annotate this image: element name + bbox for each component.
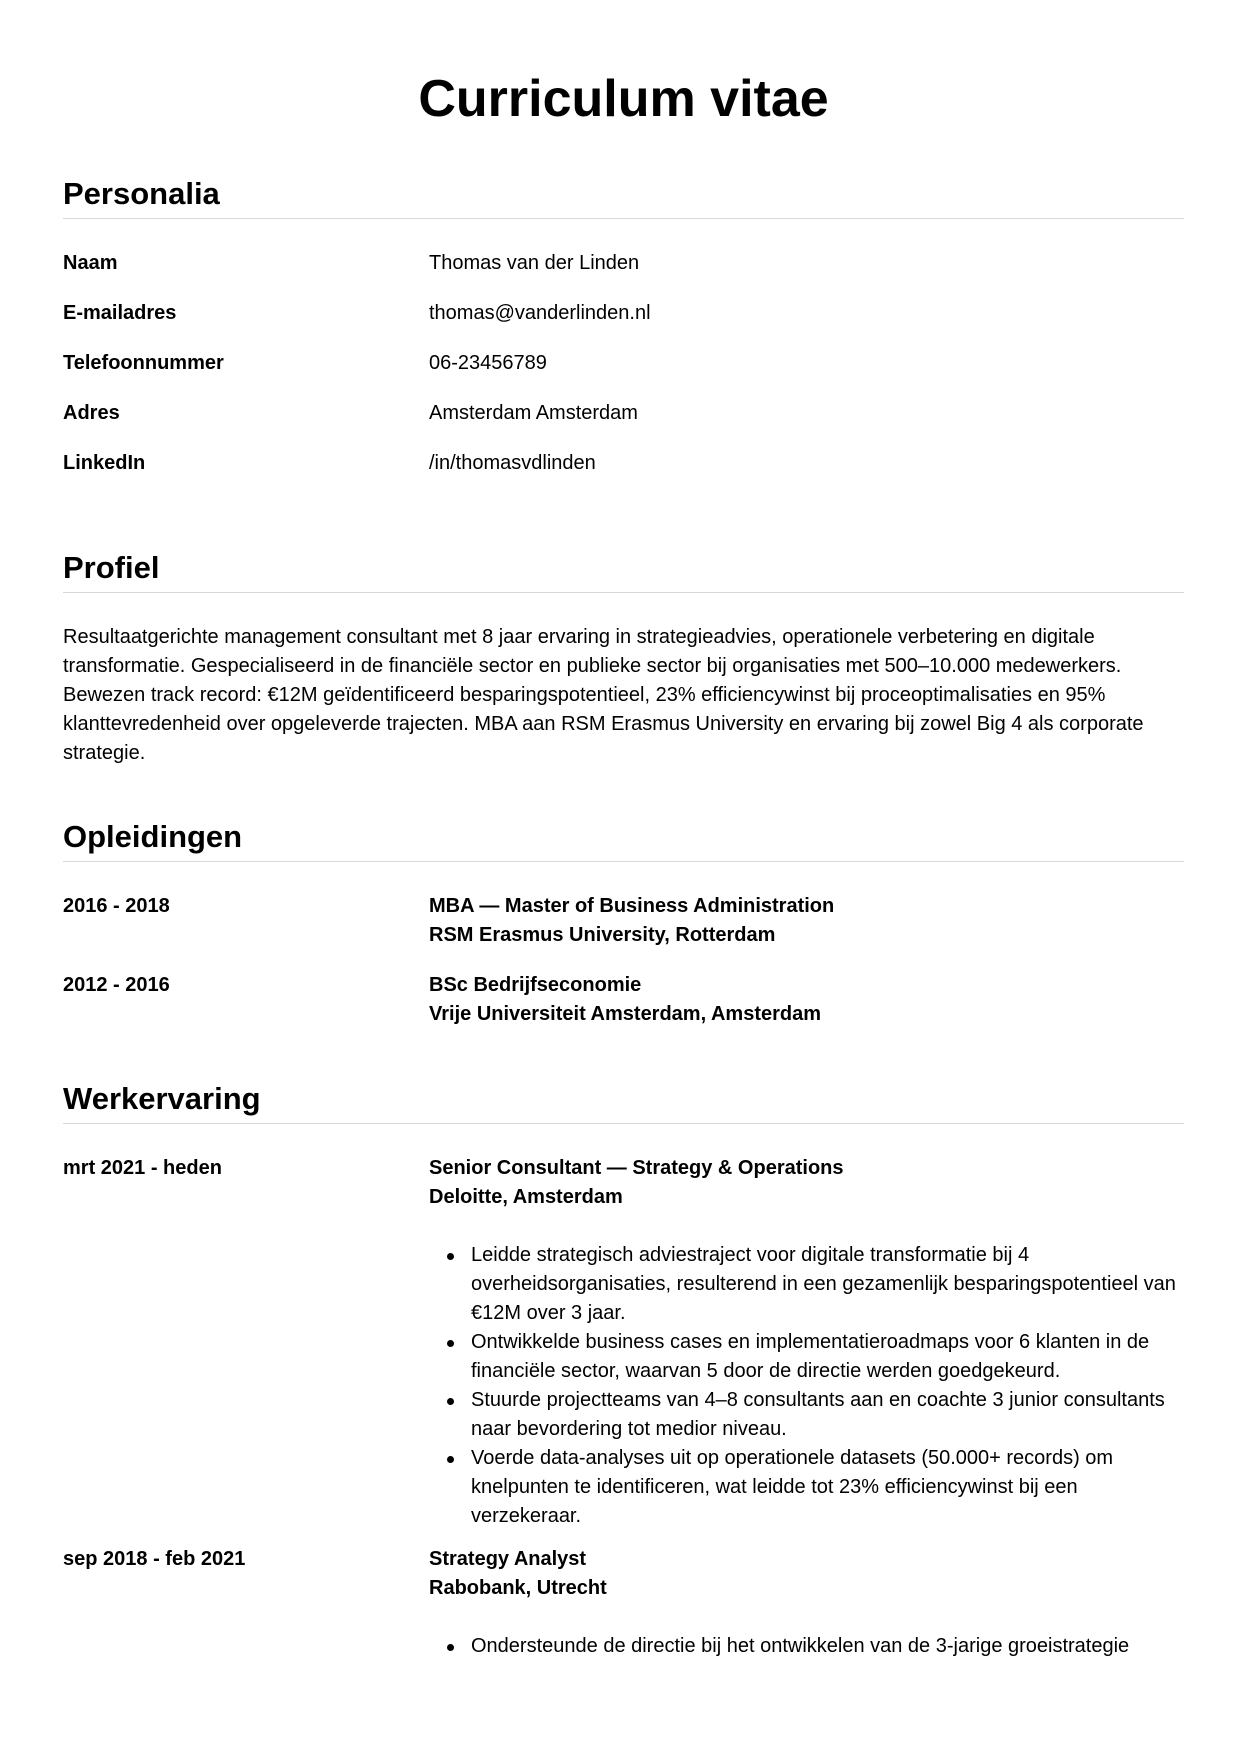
personalia-row-adres — [63, 401, 1184, 451]
bullet-icon — [447, 1340, 454, 1347]
entry-title: MBA — Master of Business Administration — [429, 895, 835, 917]
bullet-icon — [447, 1253, 454, 1260]
entry-body — [429, 892, 1184, 950]
entry-body — [429, 971, 1184, 1029]
field-label: Telefoonnummer — [63, 352, 224, 374]
field-value: /in/thomasvdlinden — [429, 452, 596, 474]
field-value: Thomas van der Linden — [429, 252, 640, 274]
entry-period: 2016 - 2018 — [63, 895, 170, 917]
personalia-row-linkedin — [63, 451, 1184, 501]
education-entry — [63, 892, 1184, 971]
field-label: Naam — [63, 252, 118, 274]
work-entry — [63, 1545, 1184, 1661]
entry-body — [429, 1545, 1184, 1661]
entry-organization: Vrije Universiteit Amsterdam, Amsterdam — [429, 1003, 822, 1025]
list-item — [429, 1632, 1184, 1661]
document-title: Curriculum vitae — [418, 70, 829, 128]
list-item — [429, 1328, 1184, 1386]
section-heading-opleidingen: Opleidingen — [63, 819, 243, 854]
personalia-row-email — [63, 301, 1184, 351]
section-opleidingen — [63, 817, 1184, 1029]
entry-title: BSc Bedrijfseconomie — [429, 974, 642, 996]
personalia-row-naam — [63, 251, 1184, 301]
list-item — [429, 1241, 1184, 1328]
list-item-text: Stuurde projectteams van 4–8 consultants aan en coachte 3 junior consultants naar bevordering tot medior niveau. — [471, 1389, 1165, 1440]
list-item-text: Leidde strategisch adviestraject voor digitale transformatie bij 4 overheidsorganisaties, resulterend in een gezamenlijk besparingspotentieel van €12M over 3 jaar. — [471, 1244, 1176, 1324]
personalia-row-telefoon — [63, 351, 1184, 401]
achievement-list — [429, 1632, 1184, 1661]
section-profiel — [63, 548, 1184, 768]
list-item-text: Voerde data-analyses uit op operationele datasets (50.000+ records) om knelpunten te identificeren, wat leidde tot 23% efficiencywinst bij een verzekeraar. — [471, 1447, 1114, 1527]
list-item — [429, 1444, 1184, 1531]
section-personalia — [63, 174, 1184, 501]
field-value: 06-23456789 — [429, 352, 547, 374]
entry-period: 2012 - 2016 — [63, 974, 170, 996]
field-label: LinkedIn — [63, 452, 146, 474]
work-entry — [63, 1154, 1184, 1545]
education-entry — [63, 971, 1184, 1029]
profile-text: Resultaatgerichte management consultant met 8 jaar ervaring in strategieadvies, operationele verbetering en digitale transformatie. Gespecialiseerd in de financiële sector en publieke sector bij organisaties met 500–10.000 medewerkers. Bewezen track record: €12M geïdentificeerd besparingspotentieel, 23% efficiencywinst bij proceoptimalisaties en 95% klanttevredenheid over opgeleverde trajecten. MBA aan RSM Erasmus University en ervaring bij zowel Big 4 als corporate strategie. — [63, 626, 1144, 764]
field-value: Amsterdam Amsterdam — [429, 402, 638, 424]
list-item — [429, 1386, 1184, 1444]
section-heading-profiel: Profiel — [63, 550, 160, 585]
section-heading-werkervaring: Werkervaring — [63, 1081, 261, 1116]
entry-title: Strategy Analyst — [429, 1548, 587, 1570]
entry-period: sep 2018 - feb 2021 — [63, 1548, 246, 1570]
bullet-icon — [447, 1398, 454, 1405]
entry-body — [429, 1154, 1184, 1531]
field-label: E-mailadres — [63, 302, 177, 324]
entry-period: mrt 2021 - heden — [63, 1157, 222, 1179]
bullet-icon — [447, 1456, 454, 1463]
field-value: thomas@vanderlinden.nl — [429, 302, 651, 324]
section-heading-personalia: Personalia — [63, 176, 220, 211]
entry-organization: Deloitte, Amsterdam — [429, 1186, 623, 1208]
list-item-text: Ondersteunde de directie bij het ontwikkelen van de 3-jarige groeistrategie — [471, 1635, 1130, 1657]
entry-organization: RSM Erasmus University, Rotterdam — [429, 924, 776, 946]
list-item-text: Ontwikkelde business cases en implementatieroadmaps voor 6 klanten in de financiële sector, waarvan 5 door de directie werden goedgekeurd. — [471, 1331, 1150, 1382]
section-werkervaring — [63, 1079, 1184, 1661]
entry-organization: Rabobank, Utrecht — [429, 1577, 607, 1599]
field-label: Adres — [63, 402, 120, 424]
bullet-icon — [447, 1644, 454, 1651]
entry-title: Senior Consultant — Strategy & Operations — [429, 1157, 844, 1179]
achievement-list — [429, 1241, 1184, 1531]
